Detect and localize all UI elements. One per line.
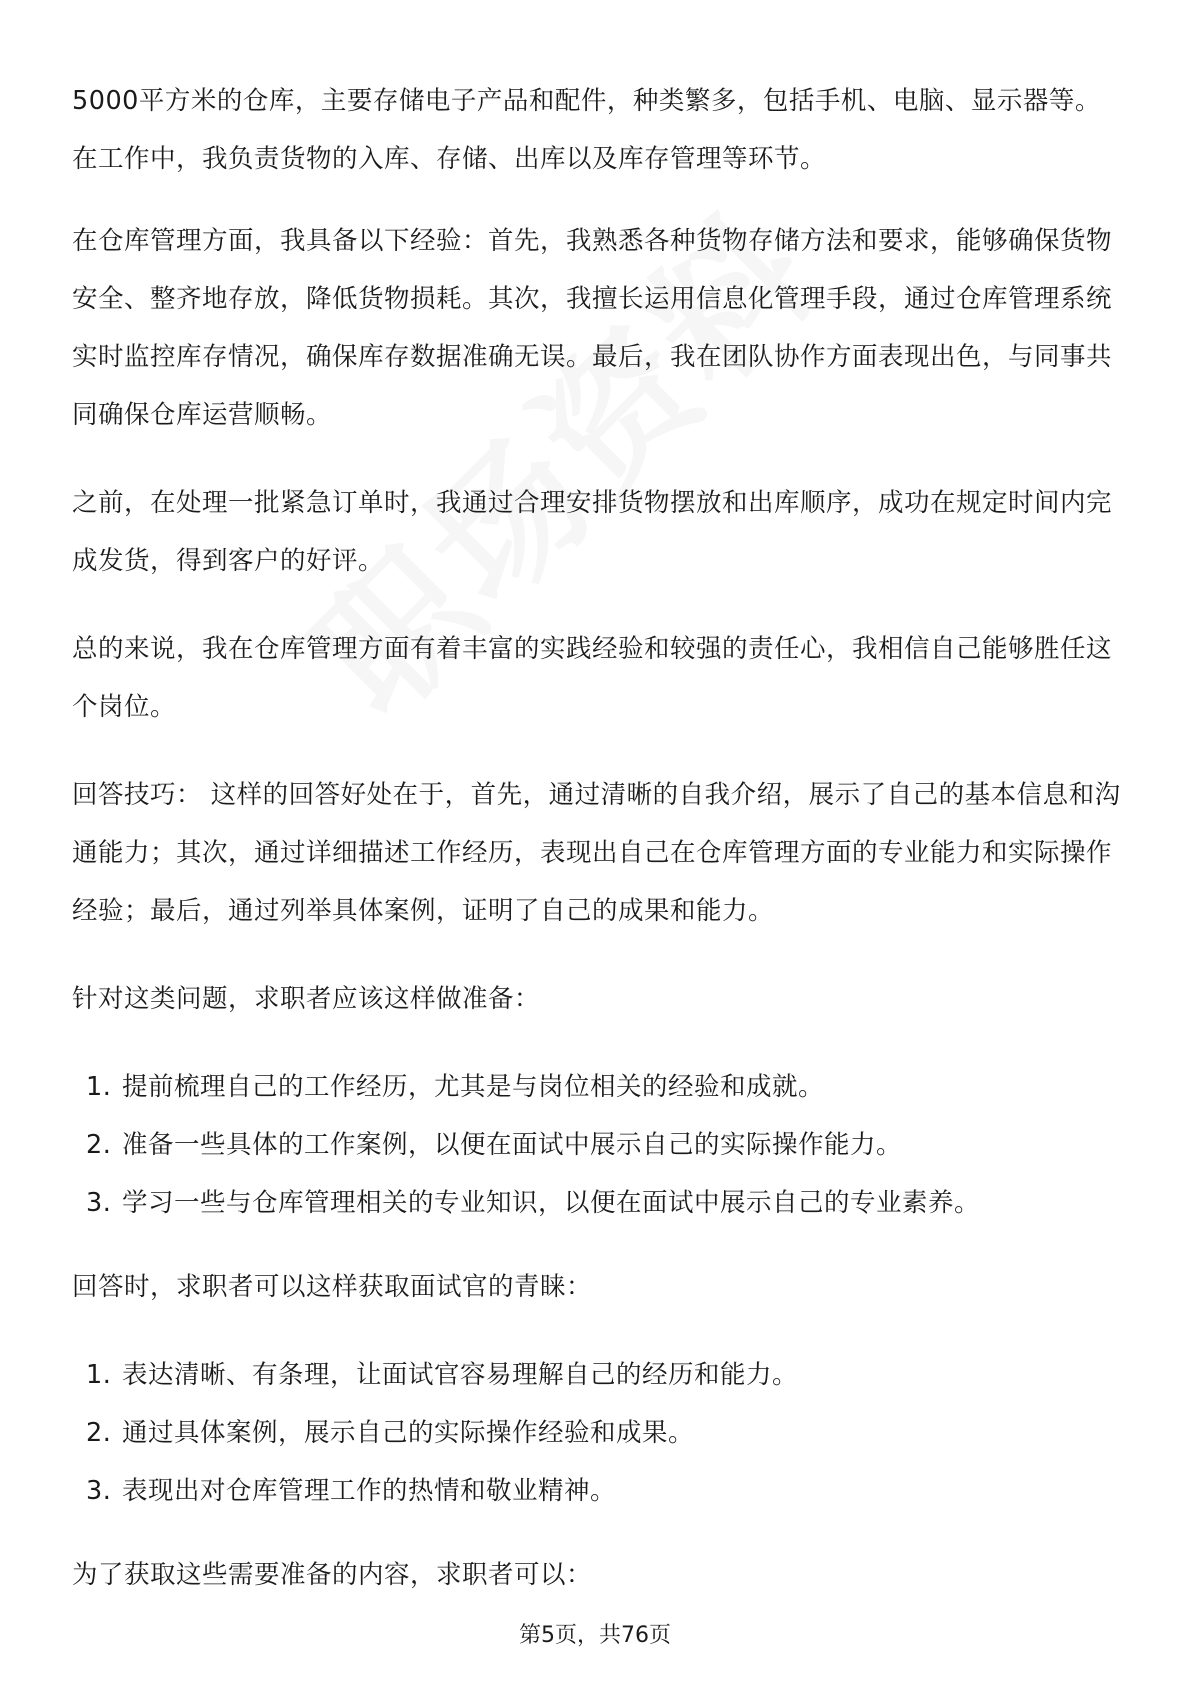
page-footer: 第5页，共76页 (519, 1623, 671, 1648)
list-number: 1. (86, 1360, 112, 1390)
list-item (72, 1174, 1122, 1232)
paragraph-answer-tips: 回答技巧： 这样的回答好处在于，首先，通过清晰的自我介绍，展示了自己的基本信息和沟通能力；其次，通过详细描述工作经历，表现出自己在仓库管理方面的专业能力和实际操作经验；最后，通过列举具体案例，证明了自己的成果和能力。 (72, 780, 1121, 926)
list-number: 2. (86, 1418, 112, 1448)
paragraph-case: 之前，在处理一批紧急订单时，我通过合理安排货物摆放和出库顺序，成功在规定时间内完成发货，得到客户的好评。 (72, 488, 1113, 576)
paragraph-intro: 5000平方米的仓库，主要存储电子产品和配件，种类繁多，包括手机、电脑、显示器等。在工作中，我负责货物的入库、存储、出库以及库存管理等环节。 (72, 86, 1101, 174)
list-item-text: 通过具体案例，展示自己的实际操作经验和成果。 (122, 1418, 695, 1448)
paragraph-closing-heading: 为了获取这些需要准备的内容，求职者可以： (72, 1560, 593, 1590)
paragraph-experience: 在仓库管理方面，我具备以下经验：首先，我熟悉各种货物存储方法和要求，能够确保货物安全、整齐地存放，降低货物损耗。其次，我擅长运用信息化管理手段，通过仓库管理系统实时监控库存情况，确保库存数据准确无误。最后，我在团队协作方面表现出色，与同事共同确保仓库运营顺畅。 (72, 226, 1113, 430)
list-item (72, 1346, 1122, 1404)
list-item-text: 表达清晰、有条理，让面试官容易理解自己的经历和能力。 (122, 1360, 799, 1390)
answer-list (72, 1346, 1122, 1520)
paragraph-prep-heading: 针对这类问题，求职者应该这样做准备： (72, 984, 541, 1014)
list-item-text: 学习一些与仓库管理相关的专业知识，以便在面试中展示自己的专业素养。 (122, 1188, 981, 1218)
list-item-text: 表现出对仓库管理工作的热情和敬业精神。 (122, 1476, 617, 1506)
paragraph-answer-heading: 回答时，求职者可以这样获取面试官的青睐： (72, 1272, 593, 1302)
list-number: 3. (86, 1188, 112, 1218)
list-item (72, 1404, 1122, 1462)
list-number: 3. (86, 1476, 112, 1506)
list-item (72, 1116, 1122, 1174)
prep-list (72, 1058, 1122, 1232)
paragraph-summary: 总的来说，我在仓库管理方面有着丰富的实践经验和较强的责任心，我相信自己能够胜任这个岗位。 (72, 634, 1113, 722)
list-item-text: 提前梳理自己的工作经历，尤其是与岗位相关的经验和成就。 (122, 1072, 825, 1102)
list-item (72, 1462, 1122, 1520)
list-item (72, 1058, 1122, 1116)
list-item-text: 准备一些具体的工作案例，以便在面试中展示自己的实际操作能力。 (122, 1130, 903, 1160)
document-body (72, 72, 1122, 1634)
list-number: 2. (86, 1130, 112, 1160)
list-number: 1. (86, 1072, 112, 1102)
